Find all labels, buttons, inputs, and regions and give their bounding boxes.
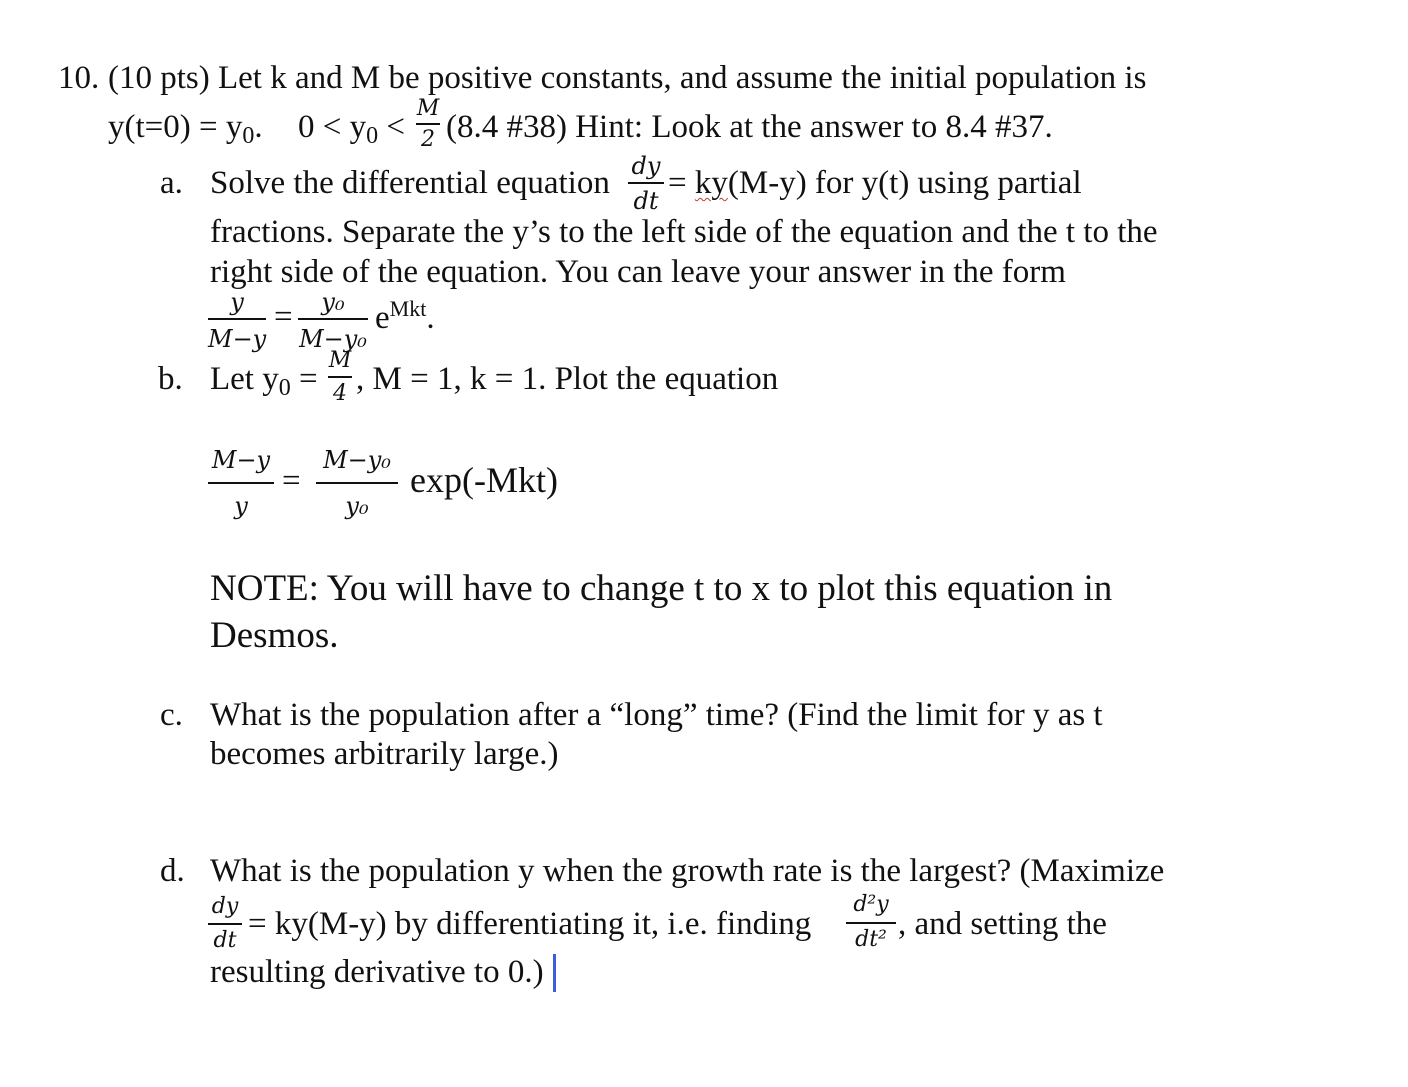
fraction-numerator: dy [631, 152, 661, 180]
part-a-text-1: Solve the differential equation [210, 165, 610, 201]
fraction-dy-dt [628, 152, 664, 214]
part-c-line-2: becomes arbitrarily large.) [210, 736, 559, 772]
part-a-equation-rest: (M-y) for y(t) using partial [727, 165, 1082, 201]
fraction-denominator: dt [213, 928, 237, 952]
part-a-line-2: fractions. Separate the y’s to the left side of the equation and the t to the [210, 214, 1158, 250]
inequality [298, 109, 405, 149]
equals-sign: = [668, 165, 687, 201]
fraction-bar [298, 318, 368, 320]
initial-condition [108, 109, 263, 149]
fraction-bar [208, 482, 274, 484]
fraction-y-over-m-minus-y [208, 290, 266, 354]
problem-line-1: (10 pts) Let k and M be positive constants, and assume the initial population is [108, 60, 1147, 96]
fraction-numerator: d²y [853, 892, 889, 917]
part-c-line-1: What is the population after a “long” time? (Find the limit for y as t [210, 697, 1103, 733]
part-b-let [210, 361, 318, 401]
period: . [426, 300, 435, 336]
fraction-numerator: dy [211, 894, 239, 919]
fraction-numerator: M [416, 96, 440, 121]
fraction-bar [208, 318, 266, 320]
fraction-denominator: M−y [208, 325, 267, 353]
exponent-mkt: Mkt [389, 296, 427, 321]
part-a-line-3: right side of the equation. You can leave your answer in the form [210, 254, 1066, 290]
fraction-numerator: M [328, 348, 352, 373]
initial-condition-text: y(t=0) = y [108, 109, 243, 145]
euler-e: e [375, 300, 390, 336]
fraction-numerator: y₀ [321, 288, 345, 316]
part-b-text: , M = 1, k = 1. Plot the equation [356, 361, 779, 397]
fraction-bar [316, 482, 398, 484]
part-c-label: c. [160, 697, 183, 733]
fraction-bar [416, 123, 440, 125]
fraction-denominator: y₀ [345, 492, 369, 520]
part-b-label: b. [158, 361, 183, 397]
fraction-numerator: y [230, 288, 244, 316]
note-line-1: NOTE: You will have to change t to x to plot this equation in [210, 568, 1113, 609]
fraction-denominator: dt [633, 187, 659, 215]
hint-text: (8.4 #38) Hint: Look at the answer to 8.4 #37. [446, 109, 1053, 145]
inequality-less: < [378, 109, 405, 145]
fraction-denominator: 4 [333, 381, 347, 406]
fraction-denominator: y [234, 492, 248, 520]
text-cursor[interactable] [553, 954, 556, 992]
period: . [254, 109, 263, 145]
subscript-zero: 0 [242, 123, 255, 149]
equals-sign: = [282, 463, 301, 499]
subscript-zero: 0 [366, 123, 379, 149]
spellcheck-word[interactable]: ky [694, 165, 728, 201]
fraction-m-over-4 [328, 348, 352, 406]
fraction-bar [846, 922, 896, 924]
fraction-y0-over-m-minus-y0 [298, 290, 368, 354]
equals-sign: = [290, 361, 318, 397]
part-b-let-text: Let y [210, 361, 279, 397]
part-d-label: d. [160, 853, 185, 889]
fraction-denominator: M−y₀ [299, 325, 367, 353]
fraction-m-over-2 [416, 96, 440, 152]
fraction-bar [208, 923, 242, 925]
exp-term: exp(-Mkt) [410, 460, 558, 500]
problem-number: 10. [58, 60, 100, 96]
note-line-2: Desmos. [210, 615, 339, 656]
equals-sign: = [274, 299, 293, 335]
part-a-equation [668, 167, 1082, 200]
part-a-label: a. [160, 165, 183, 201]
fraction-bar [328, 376, 352, 378]
fraction-m-minus-y-over-y [208, 448, 274, 520]
inequality-left: 0 < y [298, 109, 367, 145]
part-d-line-3: resulting derivative to 0.) [210, 954, 544, 990]
part-d-line-1: What is the population y when the growth rate is the largest? (Maximize [210, 853, 1165, 889]
fraction-m-minus-y0-over-y0 [316, 448, 398, 520]
subscript-zero: 0 [278, 375, 291, 401]
fraction-denominator: 2 [421, 127, 435, 152]
fraction-bar [628, 182, 664, 184]
fraction-dy-dt [208, 894, 242, 952]
part-d-equation: = ky(M-y) by differentiating it, i.e. finding [248, 906, 812, 942]
part-d-tail: , and setting the [898, 906, 1107, 942]
fraction-second-derivative [846, 892, 896, 952]
exponential-term [375, 296, 435, 336]
fraction-denominator: dt² [855, 927, 887, 952]
fraction-numerator: M−y [211, 446, 271, 474]
fraction-numerator: M−y₀ [323, 446, 391, 474]
